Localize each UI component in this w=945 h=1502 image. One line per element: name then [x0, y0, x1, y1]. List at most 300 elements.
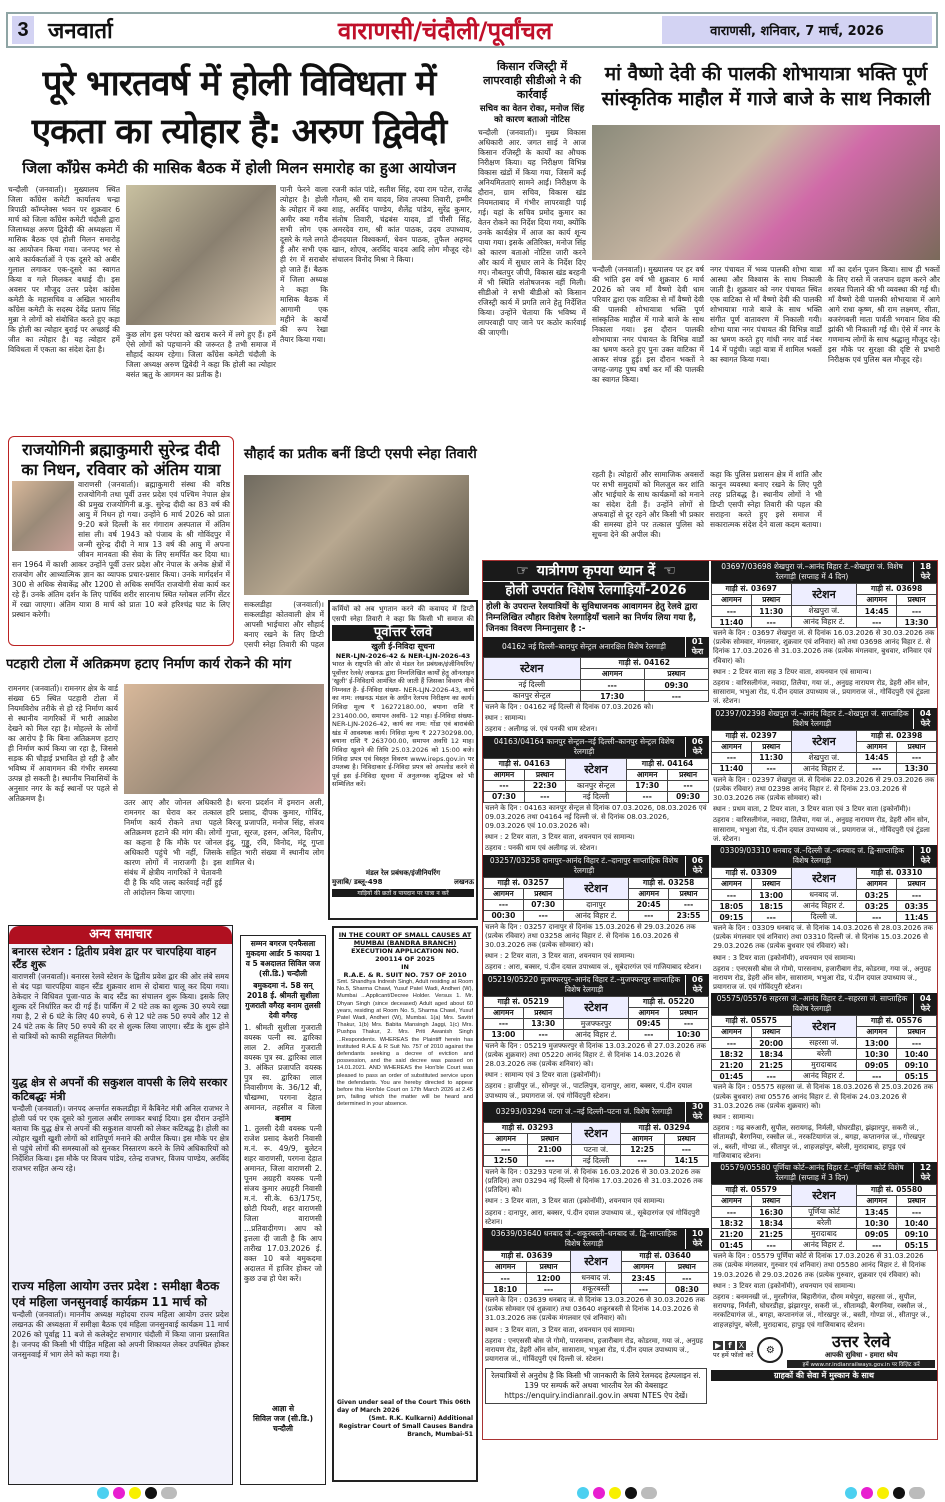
train-days: चलने के दिन : 05219 मुजफ्फरपुर से दिनांक 13.03.2026 से 27.03.2026 तक (प्रत्येक शुक्रवार) तथा 05220 आनंद विहार टं. से दिनांक 14.03.2026 से 28.03.2026 तक (प्रत्येक शनिवार) को। [485, 1041, 706, 1069]
other-news-body-1: वाराणसी (जनवार्ता)। बनारस रेलवे स्टेशन के द्वितीय प्रवेश द्वार की ओर लंबे समय से बंद पड़ा चारपहिया वाहन स्टैंड शुक्रवार शाम से दोबारा चालू कर दिया गया। ठेकेदार ने विधिवत पूजा-पाठ के बाद स्टैंड का संचालन शुरू किया। इसके लिए शुल्क दरें निर्धारित कर दी गई हैं। पार्किंग में 2 घंटे तक का शुल्क 30 रुपये रखा गया है, 2 से 6 घंटे के लिए 40 रुपये, 6 से 12 घंटे तक 50 रुपये और 12 से 24 घंटे तक के लिए 50 रुपये की दर से शुल्क लिया जाएगा। स्टैंड के शुरू होने से यात्रियों को काफी सहूलियत मिलेगी। [12, 972, 229, 1041]
up-arrival: --- [484, 899, 524, 910]
down-departure: 10:40 [897, 1049, 937, 1060]
station-header: स्टेशन [570, 1251, 622, 1273]
court-notice [332, 926, 478, 1482]
train-timetable [483, 1250, 709, 1295]
railway-emblem-icon: ⚙ [757, 1337, 783, 1363]
train-title-bar [711, 708, 937, 730]
tender-signature: मंडल रेल प्रबंधक/इंजीनियरिंग [365, 869, 441, 877]
train-timetable [483, 758, 709, 803]
train-class: स्थान : सामान्य। [713, 1113, 754, 1122]
down-arrival: --- [857, 763, 897, 774]
train-class: स्थान : 3 टियर वाता (इकोनॉमी), शयनयान एवं सामान्य। [713, 953, 856, 962]
timetable-row [712, 617, 937, 628]
up-departure: --- [751, 763, 791, 774]
train-trips: 10 फेरे [913, 846, 937, 866]
station-name: पूर्णिया कोर्ट [791, 1207, 857, 1218]
follow-us: पर हमें फॉलो करें [713, 1351, 754, 1360]
train-title-bar [711, 845, 937, 867]
up-departure: 21:25 [751, 1229, 791, 1240]
station-name: दिल्ली जं. [791, 912, 857, 923]
timetable-row [484, 910, 709, 921]
summons-banam: बनाम [275, 1114, 291, 1123]
sauhard-body-4: कर्मियों को अब भुगतान करने की कवायद में डिप्टी एसपी स्नेहा तिवारी ने कहा कि किसी भी समाज की [332, 605, 474, 623]
up-arrival: --- [712, 1207, 752, 1218]
up-arrival: --- [484, 1018, 524, 1029]
down-arrival: 12:25 [620, 1144, 664, 1155]
up-departure: --- [524, 791, 565, 802]
station-name: बरेली [791, 1218, 857, 1229]
up-departure: --- [751, 912, 791, 923]
train-no-label: गाड़ी सं. [870, 868, 894, 878]
up-arrival: --- [712, 752, 752, 763]
train-no-label: गाड़ी सं. [502, 1122, 525, 1132]
down-arrival: --- [620, 1155, 664, 1166]
down-arrival: --- [629, 1029, 669, 1040]
down-departure: --- [664, 1144, 708, 1155]
tender-notice [328, 600, 478, 920]
arrival-label: आगमन [484, 888, 524, 899]
tender-title: पूर्वोत्तर रेलवे [332, 625, 474, 641]
departure-label: प्रस्थान [897, 595, 937, 606]
down-train-no: 03258 [668, 877, 695, 887]
train-block [711, 993, 937, 1162]
train-no-label: गाड़ी सं. [501, 1251, 524, 1261]
down-arrival: 23:45 [622, 1273, 665, 1284]
youtube-icon[interactable]: ▶ [715, 1341, 722, 1351]
departure-label: प्रस्थान [523, 1007, 563, 1018]
arrival-label: आगमन [580, 669, 644, 680]
departure-label: प्रस्थान [751, 879, 791, 890]
up-departure: 11:30 [751, 752, 791, 763]
pointing-left-icon: ☜ [663, 563, 676, 579]
down-departure: 10:40 [897, 1218, 937, 1229]
train-days: चलने के दिन : 04163 कानपुर सेन्ट्रल से दिनांक 07.03.2026, 08.03.2026 एवं 09.03.2026 तथा 04164 नई दिल्ली जं. से दिनांक 08.03.2026, 09.03.2026 एवं 10.03.2026 को। [485, 803, 707, 831]
train-halts: ठहराव : पनकी धाम एवं अलीगढ़ जं. स्टेशन। [485, 844, 598, 853]
train-block [483, 736, 709, 855]
down-departure: 13:30 [897, 617, 937, 628]
up-departure: 12:00 [527, 1273, 570, 1284]
train-class: स्थान : 2 टियर वाता, 3 टियर वाता, शयनयान एवं सामान्य। [485, 952, 635, 961]
railway-appeal: रेलयात्रियों से अनुरोध है कि किसी भी जानकारी के लिये रेलमदद हेल्पलाइन सं. 139 पर सम्पर्क करें अथवा भारतीय रेल की वेबसाइट https://enquiry.indianrail.gov.in अथवा NTES ऐप देखें। [485, 1368, 707, 1404]
train-trips: 01 फेरा [685, 637, 709, 657]
kisan-headline[interactable]: किसान रजिस्ट्री में लापरवाही सीडीओ ने की कार्रवाई [483, 60, 581, 101]
up-train-no: 02397 [750, 730, 777, 740]
train-title-bar [711, 1162, 937, 1184]
up-departure: 11:30 [751, 606, 791, 617]
up-arrival: 00:30 [484, 910, 524, 921]
up-departure: 07:30 [523, 899, 563, 910]
down-departure: --- [897, 890, 937, 901]
arrival-label: आगमन [857, 595, 897, 606]
sauhard-body-3: सकलडीहा (जनवार्ता)। सकलडीहा कोतवाली क्षेत्र में आपसी भाईचारा और सौहार्द बनाए रखने के लिए डिप्टी एसपी स्नेहा तिवारी की पहल [244, 600, 324, 649]
up-departure: --- [644, 691, 708, 702]
arrival-label: आगमन [629, 1007, 669, 1018]
summons-body-2: 1. तुलसी देवी वयस्क पत्नी राजेश प्रसाद केशरी निवासी म.नं. रू. 49/9, बुलेटन शहर वाराणसी, परगना देहात अमानत, जिला वाराणसी 2. पूनम अग्रहरी वयस्क पत्नी संजय कुमार अग्रहरी निवासी म.नं. सी.के. 63/175ए, छोटी पियरी, शहर वाराणसी जिला वाराणसी ...प्रतिवादीगण। आप को इत्तला दी जाती है कि आप तारीख 17.03.2026 ई. वक्त 10 बजे बमुकदमा अदालत में हाजिर होकर जो कुछ उज्र हो पेश करें। [244, 1124, 322, 1283]
court-body: Smt. Shandhya Indresh Singh, Adult residing at Room No.5, Sharma Chawl, Yusuf Patel Wadi, Andheri (W), Mumbai ...Applicant/Decree Holder. Versus 1. Mr. Dhyan Singh (since deceased) Adult aged about 60 years, residing at Room No. 5, Sharma Chawl, Yusuf Patel Wadi, Andheri (W), Mumbai. 1(a) Mrs. Savitri Thakur, 1(b) Mrs. Babita Mansingh Jaggi, 1(c) Mrs. Pushpa Thakur, 2. Mrs. Priti Awanish Singh ...Respondents. WHEREAS the Plaintiff herein has instituted R.A.E & R Suit No. 757 of 2010 against the defendants seeking a decree of eviction and possession, and the said decree was passed on 14.01.2021. AND WHEREAS the Hon'ble Court was pleased to pass an order of substituted service upon the defendants. You are hereby directed to appear before this Hon'ble Court on 17th March 2026 at 2.45 pm, failing which the matter will be heard and determined in your absence. [337, 979, 473, 1108]
arrival-label: आगमन [857, 879, 897, 890]
timetable-row [484, 691, 709, 702]
railway-footer: ग्राहकों की सेवा में मुस्कान के साथ [711, 1370, 937, 1381]
up-arrival: 11:40 [712, 617, 752, 628]
train-halts: ठहराव : वारिसलीगंज, नवादा, तिलैया, गया जं., अनुग्रह नारायण रोड, डेहरी ऑन सोन, सासाराम, भभुआ रोड, पं.दीन दयाल उपाध्याय जं., प्रयागराज जं., गोविंदपुरी एवं टूंडला जं. स्टेशन। [713, 679, 930, 706]
up-train-no: 03309 [750, 868, 777, 878]
up-arrival: 18:32 [712, 1218, 752, 1229]
rajyogini-headline[interactable]: राजयोगिनी ब्रह्माकुमारी सुरेन्द्र दीदी का निधन, रविवार को अंतिम यात्रा [21, 440, 221, 479]
lead-body-2: कुछ लोग इस परंपरा को खराब करने में लगे हुए हैं। हमें ऐसे लोगों को पहचानने की जरूरत है तभी समाज में सौहार्द कायम रहेगा। जिला कॉंग्रेस कमेटी चंदौली के जिला अध्यक्ष अरुण द्विवेदी ने कहा कि होली का त्योहार बसंत ऋतु के आगमन का प्रतीक है। [126, 330, 276, 379]
down-arrival: 14:45 [857, 752, 897, 763]
train-days: चलने के दिन : 03639 धनबाद जं. से दिनांक 13.03.2026 से 30.03.2026 तक (प्रत्येक सोमवार एवं शुक्रवार) तथा 03640 शकूरबस्ती से दिनांक 14.03.2026 से 31.03.2026 तक (प्रत्येक मंगलवार एवं शनिवार) को। [485, 1296, 705, 1323]
train-block [711, 708, 937, 845]
right-train-list [711, 561, 937, 1331]
arrival-label: आगमन [857, 741, 897, 752]
train-no-label: गाड़ी सं. [497, 877, 521, 887]
down-arrival: --- [622, 1284, 665, 1295]
down-departure: --- [897, 1207, 937, 1218]
timetable-row [484, 780, 709, 791]
up-departure: 16:30 [751, 1207, 791, 1218]
down-departure: 11:45 [897, 912, 937, 923]
up-departure: --- [751, 1071, 791, 1082]
train-class: स्थान : सामान्य। [485, 714, 526, 723]
station-name: पटना जं. [572, 1144, 620, 1155]
up-arrival: --- [484, 1144, 528, 1155]
summons-footer: सिविल जज (सी.डि.) चन्दौली [252, 1414, 314, 1433]
station-name: बरेली [791, 1049, 857, 1060]
down-arrival: 13:45 [857, 1207, 897, 1218]
down-train-no: 02398 [896, 730, 923, 740]
train-title-bar [483, 974, 709, 996]
train-no-label: गाड़ी सं. [639, 1251, 663, 1261]
train-title-bar [711, 993, 937, 1015]
down-departure: 14:15 [664, 1155, 708, 1166]
train-trips: 06 फेरे [685, 737, 709, 757]
departure-label: प्रस्थान [751, 1196, 791, 1207]
arrival-label: आगमन [620, 1133, 664, 1144]
other-news-banner: अन्य समाचार [9, 926, 232, 944]
timetable-row [484, 1018, 709, 1029]
pathari-body-3: है। धरना प्रदर्शन में इमरान अली, हरि प्रसाद, दीपक कुमार, गोविंद, बिरजू प्रजापति, मनोज सिंह, संजय गुप्ता, सूरज, हसन, अनिल, दिलीप, इंदु, गुड्डू, रवि, विनोद, मंटू गुप्ता सहित भारी संख्या में स्थानीय लोग शामिल थे। [226, 798, 324, 867]
up-arrival: 18:32 [712, 1049, 752, 1060]
train-halts: ठहराव : बनमनखी जं., मुरलीगंज, बिहारीगंज, दौरम मधेपुरा, सहरसा जं., सुपौल, सरायगढ़, निर्मली, घोघरडीहा, झंझारपुर, सकरी जं., सीतामढ़ी, बैरगनिया, रक्सौल जं., नरकटियागंज जं., बगहा, कप्तानगंज जं., गोरखपुर जं., बस्ती, गोण्डा जं., सीतापुर जं., शाहजहांपुर, बरेली, मुरादाबाद, हापुड़ एवं गाजियाबाद स्टेशन। [713, 1292, 930, 1329]
train-timetable [483, 996, 709, 1041]
up-train-no: 04162 [643, 658, 670, 667]
station-header: स्टेशन [791, 584, 857, 606]
pathari-body-2: उतर आए और जोनल अधिकारी रामनगर का घेराव कर तत्काल निर्माण कार्य रोकने तथा पहले अतिक्रमण हटाने की मांग की। लोगों का कहना है कि मौके पर जोनल अधिकारी पहुंचे भी नहीं, जिसके कारण लोगों में नाराजगी है। इस संबंध में क्षेत्रीय नागरिकों ने चेतावनी दी है कि यदि जल्द कार्रवाई नहीं हुई तो आंदोलन किया जाएगा। [124, 798, 222, 897]
tender-tagline: गाड़ियों की छतों व पायदान पर यात्रा न करें [332, 889, 474, 897]
train-timetable [483, 877, 709, 922]
pathari-photo [124, 684, 324, 794]
region-title: वाराणसी/चंदौली/पूर्वांचल [337, 16, 553, 45]
down-arrival: --- [627, 791, 668, 802]
train-trips: 10 फेरे [685, 1229, 709, 1249]
train-no-label: गाड़ी सं. [725, 868, 749, 878]
arrival-label: आगमन [622, 1262, 665, 1273]
down-train-no: 05580 [896, 1185, 923, 1195]
color-registration-marks-3 [577, 1487, 657, 1499]
train-no-label: गाड़ी सं. [638, 1122, 662, 1132]
train-block [483, 637, 709, 736]
up-train-no: 05579 [750, 1185, 777, 1195]
lead-body-4: रजनी कांत पांडे, सतीश सिंह, दया राम पटेल, राजेंद्र गौतम, श्री राम यादव, शिव तपस्या तिवारी, हम्मीर शाह, अरविंद पाण्डेय, शैलेंद्र पांडेय, सुरेंद्र कुमार, संतोष तिवारी, चंद्रबंस यादव, डॉ पीसी सिंह, अमरदेव राम, श्री कांत पाठक, उदय उपाध्याय, दीनदयाल विश्वकर्मा, धेवन पाठक, तुफैल अहमद खान, शोएब, अरविंद यादव आदि लोग मौजूद रहे। संचालन विनोद मिश्रा ने किया। [332, 185, 472, 264]
court-signature: (Smt. R.K. Kulkarni) Additional Registrar Court of Small Causes Bandra Branch, Mumbai-51 [338, 1415, 473, 1438]
station-header: स्टेशन [791, 730, 857, 752]
station-name: धनबाद जं. [570, 1273, 622, 1284]
dateline: वाराणसी, शनिवार, 7 मार्च, 2026 [662, 16, 932, 44]
down-arrival: --- [629, 910, 669, 921]
summons-issued: आज्ञा से [271, 1404, 295, 1413]
timetable-row [712, 912, 937, 923]
train-title-bar [711, 561, 937, 583]
arrival-label: आगमन [484, 769, 525, 780]
station-header: स्टेशन [791, 1185, 857, 1207]
timetable-row [712, 1229, 937, 1240]
tender-body: भारत के राष्ट्रपति की ओर से मंडल रेल प्रबंधक/इंजीनियरिंग/पूर्वोत्तर रेलवे/ लखनऊ द्वारा निम्नलिखित कार्यों हेतु ऑनलाइन 'खुली' ई-निविदायें आमंत्रित की जाती हैं जिसका विवरण नीचे निम्नवत है- ई-निविदा संख्या- NER-LJN-2026-43, कार्य का नाम: लखनऊ मंडल के अधीन रेलपथ निरीक्षण का कार्य। निविदा मूल्य ₹ 16272180.00, बयाना राशि ₹ 231400.00, समापन अवधि- 12 माह। ई-निविदा संख्या- NER-LJN-2026-42, कार्य का नाम: गोंडा एवं बाराबंकी खंड में आवश्यक कार्य। निविदा मूल्य ₹ 22730298.00, बयाना राशि ₹ 263700.00, समापन अवधि 12 माह। निविदा खुलने की तिथि 25.03.2026 को 15:00 बजे। निविदा प्रपत्र एवं विस्तृत विवरण www.ireps.gov.in पर उपलब्ध है। निविदाकार ई-निविदा प्रपत्र को अपलोड करने से पूर्व इस ई-निविदा सूचना में अनुलग्नक शुद्धिपत्र को भी सम्मिलित करें। [332, 660, 474, 789]
down-arrival: 17:30 [627, 780, 668, 791]
lead-story [6, 60, 472, 178]
station-name: आनंद विहार टं. [563, 1029, 629, 1040]
up-arrival: 12:50 [484, 1155, 528, 1166]
down-departure: 09:30 [668, 791, 709, 802]
down-departure: 10:30 [669, 1029, 709, 1040]
down-arrival: 10:30 [857, 1218, 897, 1229]
up-departure: 22:30 [524, 780, 565, 791]
train-days: चलने के दिन : 05575 सहरसा जं. से दिनांक 18.03.2026 से 25.03.2026 तक (प्रत्येक बुधवार) तथा 05576 आनंद विहार टं. से दिनांक 24.03.2026 से 31.03.2026 तक (प्रत्येक शुक्रवार) को। [713, 1083, 934, 1110]
down-train-no: 03698 [896, 584, 923, 593]
train-title: 03257/03258 दानापुर–आनंद विहार टं.–दानापुर साप्ताहिक विशेष रेलगाड़ी [489, 855, 679, 875]
court-in: IN [401, 963, 409, 971]
departure-label: प्रस्थान [897, 741, 937, 752]
down-arrival: 13:00 [857, 1038, 897, 1049]
summons-body: 1. श्रीमती सुशीला गुजराती वयस्क पत्नी स्व. द्वारिका लाल 2. अमित गुजराती वयस्क पुत्र स्व. द्वारिका लाल 3. अंकित प्रजापति वयस्क पुत्र स्व. द्वारिका लाल निवासीगण के. 36/12 बी, चौखम्भा, परगना देहात अमानत, तहसील व जिला [244, 1023, 322, 1112]
timetable-row [484, 791, 709, 802]
train-no-label: गाड़ी सं. [870, 584, 894, 593]
up-arrival: 11:40 [712, 763, 752, 774]
vaishno-body-1: चन्दौली (जनवार्ता)। मुख्यालय पर हर वर्ष की भांति इस वर्ष भी शुक्रवार 6 मार्च 2026 को जय माँ वैष्णो देवी धाम परिवार द्वारा एक वाटिका से माँ वैष्णो देवी की पालकी शोभायात्रा भक्ति पूर्ण सांस्कृतिक माहौल में गाजे बाजे के साथ निकाला गया। इस दौरान पालकी शोभायात्रा नगर पंचायत के विभिन्न वार्डों का भ्रमण करते हुए पुनः उक्त वाटिका में आकर संपन्न हुई। इस दौरान भक्तों ने जगह-जगह पुष्प वर्षा कर माँ की पालकी का स्वागत किया। [592, 265, 704, 384]
station-name: मुरादाबाद [791, 1229, 857, 1240]
arrival-label: आगमन [629, 888, 669, 899]
arrival-label: आगमन [857, 1027, 897, 1038]
train-no-label: गाड़ी सं. [870, 1185, 894, 1195]
up-arrival: 21:20 [712, 1229, 752, 1240]
x-icon[interactable]: X [738, 1341, 745, 1351]
down-train-no: 03294 [663, 1122, 690, 1132]
rajyogini-body: वाराणसी (जनवार्ता)। ब्रह्माकुमारी संस्था की वरिष्ठ राजयोगिनी तथा पूर्वी उत्तर प्रदेश एवं पश्चिम नेपाल क्षेत्र की प्रमुख राजयोगिनी ब्र.कु. सुरेन्द्र दीदी का 83 वर्ष की आयु में निधन हो गया। उन्होंने 6 मार्च 2026 को प्रातः 9:20 बजे दिल्ली के सर गंगाराम अस्पताल में अंतिम सांस ली। वर्ष 1943 को पंजाब के श्री गोविंदपुर में जन्मी सुरेन्द्र दीदी ने मात्र 13 वर्ष की आयु में अपना जीवन मानवता की सेवा के लिए समर्पित कर दिया था। सन 1964 में काशी आकर उन्होंने पूर्वी उत्तर प्रदेश और नेपाल के अनेक क्षेत्रों में राजयोग और आध्यात्मिक ज्ञान का व्यापक प्रचार-प्रसार किया। उनके मार्गदर्शन में 300 से अधिक सेवाकेंद्र और 1200 से अधिक समर्पित राजयोगी सेवा कार्य कर रहे हैं। उनके अंतिम दर्शन के लिए पार्थिव शरीर सारनाथ स्थित ग्लोबल लर्निंग सेंटर में रखा जाएगा। अंतिम यात्रा 8 मार्च को प्रातः 10 बजे हरिश्चंद्र घाट के लिए प्रस्थान करेगी। [12, 480, 230, 619]
station-name: आनंद विहार टं. [791, 901, 857, 912]
train-class: स्थान : 3 टियर वाता, 3 टियर वाता (इकोनॉमी), शयनयान एवं सामान्य। [485, 1197, 665, 1206]
train-no-label: गाड़ी सं. [870, 1016, 894, 1026]
station-name: शकूरबस्ती [570, 1284, 622, 1295]
up-departure: 21:25 [751, 1060, 791, 1071]
down-departure: 05:15 [897, 1240, 937, 1251]
court-title: IN THE COURT OF SMALL CAUSES AT MUMBAI (BANDRA BRANCH) [338, 931, 472, 947]
train-title-bar [483, 736, 709, 758]
train-days: चलने के दिन : 03309 धनबाद जं. से दिनांक 14.03.2026 से 28.03.2026 तक (प्रत्येक मंगलवार एवं शनिवार) तथा 03310 दिल्ली जं. से दिनांक 15.03.2026 से 29.03.2026 तक (प्रत्येक बुधवार एवं रविवार) को। [713, 924, 933, 951]
sauhard-headline[interactable]: सौहार्द का प्रतीक बनीं डिप्टी एसपी स्नेहा तिवारी [244, 446, 477, 462]
vaishno-photo [592, 125, 940, 260]
up-train-no: 05575 [750, 1016, 777, 1026]
down-arrival: 20:45 [629, 899, 669, 910]
down-departure: --- [897, 1038, 937, 1049]
masthead [6, 12, 938, 48]
other-news [8, 925, 233, 1485]
train-trips: 04 फेरे [913, 709, 937, 729]
train-timetable [711, 1184, 937, 1251]
station-name: आनंद विहार टं. [791, 763, 857, 774]
lead-headline[interactable]: पूरे भारतवर्ष में होली विविधता में एकता का त्योहार है: अरुण द्विवेदी [31, 64, 447, 152]
lead-photo [126, 185, 276, 325]
train-timetable [711, 1015, 937, 1082]
train-no-label: गाड़ी सं. [725, 1016, 749, 1026]
up-train-no: 04163 [523, 758, 551, 768]
train-halts: ठहराव : एनएससी बोस जे गोमो, पारसनाथ, हजारीबाग रोड, कोडरमा, गया जं., अनुग्रह नारायण रोड, डेहरी ऑन सोन, सासाराम, भभुआ रोड, पं.दीन दयाल उपाध्याय जं., प्रयागराज जं., गोविंदपुरी एवं दिल्ली जं. स्टेशन। [485, 1336, 703, 1364]
departure-label: प्रस्थान [897, 1196, 937, 1207]
train-timetable [711, 730, 937, 775]
timetable-row [712, 1071, 937, 1082]
timetable-row [712, 1218, 937, 1229]
up-arrival: 01:45 [712, 1071, 752, 1082]
down-train-no: 03310 [896, 868, 923, 878]
down-departure: 23:55 [669, 910, 709, 921]
train-block [483, 1228, 709, 1365]
station-name: मुरादाबाद [791, 1060, 857, 1071]
down-arrival: --- [857, 912, 897, 923]
station-header: स्टेशन [565, 758, 626, 780]
other-news-headline-3[interactable]: राज्य महिला आयोग उत्तर प्रदेश : समीक्षा बैठक एवं महिला जनसुनवाई कार्यक्रम 11 मार्च को [12, 1279, 220, 1309]
departure-label: प्रस्थान [665, 1262, 708, 1273]
train-class: स्थान : 2 टियर वाता सह 3 टियर वाता, शयनयान एवं सामान्य। [713, 667, 872, 676]
train-title: 05575/05576 सहरसा जं.–आनंद विहार टं.–सहरसा जं. साप्ताहिक विशेष रेलगाड़ी [716, 994, 908, 1014]
departure-label: प्रस्थान [527, 1262, 570, 1273]
down-departure: 03:35 [897, 901, 937, 912]
up-departure: --- [523, 1029, 563, 1040]
train-trips: 12 फेरे [913, 1163, 937, 1183]
station-name: नई दिल्ली [572, 1155, 620, 1166]
up-departure: 18:34 [751, 1049, 791, 1060]
other-news-headline-1[interactable]: बनारस स्टेशन : द्वितीय प्रवेश द्वार पर चारपहिया वाहन स्टैंड शुरू [12, 946, 217, 971]
down-arrival: 09:05 [857, 1229, 897, 1240]
lead-body-1: चन्दौली (जनवार्ता)। मुख्यालय स्थित जिला कॉंग्रेस कमेटी कार्यालय चन्द्रा त्रिपाठी कॉम्प्लेक्स भवन पर शुक्रवार 6 मार्च को जिला कॉंग्रेस कमेटी चंदौली द्वारा जिलाध्यक्ष अरुण द्विवेदी की अध्यक्षता में मासिक बैठक एवं होली मिलन समारोह का आयोजन किया गया। जनपद भर से आये कार्यकर्ताओं ने एक दूसरे को अबीर गुलाल लगाकर एक-दूसरे का स्वागत किया व गले मिलकर बधाई दी। इस अवसर पर मौजूद उत्तर प्रदेश कांग्रेस कमेटी के महासचिव व अखिल भारतीय कॉंग्रेस कमेटी के सदस्य देवेंद्र प्रताप सिंह मुन्ना ने लोगों को संबोधित करते हुए कहा कि होली का त्योहार बुराई पर अच्छाई की जीत का त्योहार है। यह त्योहार हमें विविधता में एकता का संदेश देता है। [8, 185, 120, 354]
train-no-label: गाड़ी सं. [497, 996, 521, 1006]
down-train-no: 03640 [664, 1251, 691, 1261]
train-no-label: गाड़ी सं. [498, 758, 522, 768]
train-no-label: गाड़ी सं. [642, 996, 666, 1006]
train-title-bar [483, 637, 709, 657]
facebook-icon[interactable]: f [725, 1341, 734, 1350]
up-arrival: 07:30 [484, 791, 525, 802]
train-days: चलने के दिन : 02397 शेखपुरा जं. से दिनांक 22.03.2026 से 29.03.2026 तक (प्रत्येक रविवार) तथा 02398 आनंद विहार टं. से दिनांक 23.03.2026 से 30.03.2026 तक (प्रत्येक सोमवार) को। [713, 775, 935, 803]
timetable-row [484, 899, 709, 910]
arrival-label: आगमन [627, 769, 668, 780]
down-departure: --- [897, 606, 937, 617]
station-name: धनबाद जं. [791, 890, 857, 901]
down-train-no: 05220 [668, 996, 695, 1006]
train-halts: ठहराव : एनएससी बोस जे गोमो, पारसनाथ, हजारीबाग रोड, कोडरमा, गया जं., अनुग्रह नारायण रोड, डेहरी ऑन सोन, सासाराम, भभुआ रोड, पं.दीन दयाल उपाध्याय जं., प्रयागराज जं. एवं गोविंदपुरी स्टेशन। [713, 964, 931, 992]
pathari-headline[interactable]: पटहारी टोला में अतिक्रमण हटाए निर्माण कार्य रोकने की मांग [6, 657, 292, 672]
up-arrival: 17:30 [580, 691, 644, 702]
departure-label: प्रस्थान [751, 1027, 791, 1038]
train-timetable [711, 867, 937, 923]
sauhard-story [244, 440, 476, 468]
arrival-label: आगमन [712, 1027, 752, 1038]
up-departure: 09:30 [644, 680, 708, 691]
down-train-no: 04164 [667, 758, 694, 768]
train-timetable [483, 657, 709, 702]
up-arrival: 01:45 [712, 1240, 752, 1251]
other-news-headline-2[interactable]: युद्ध क्षेत्र से अपनों की सकुशल वापसी के लिये सरकार कटिबद्धः मंत्री [12, 1076, 228, 1103]
vaishno-headline[interactable]: मां वैष्णो देवी की पालकी शोभायात्रा भक्ति पूर्ण सांस्कृतिक माहौल में गाजे बाजे के साथ निकाली [601, 63, 931, 110]
arrival-label: आगमन [712, 741, 752, 752]
train-halts: ठहराव : वारिसलीगंज, नवादा, तिलैया, गया जं., अनुग्रह नारायण रोड, डेहरी ऑन सोन, सासाराम, भभुआ रोड, पं.दीन दयाल उपाध्याय जं., प्रयागराज जं., गोविंदपुरी एवं टूंडला जं. स्टेशन। [713, 816, 930, 843]
departure-label: प्रस्थान [669, 1007, 709, 1018]
timetable-row [484, 1144, 709, 1155]
timetable-row [712, 1038, 937, 1049]
station-name: नई दिल्ली [565, 791, 626, 802]
down-arrival: --- [857, 1071, 897, 1082]
up-departure: --- [751, 617, 791, 628]
station-name: कानपुर सेन्ट्रल [565, 780, 626, 791]
train-days: चलने के दिन : 04162 नई दिल्ली से दिनांक 07.03.2026 को। [485, 703, 654, 711]
up-departure: 13:00 [751, 890, 791, 901]
timetable-row [712, 1207, 937, 1218]
train-halts: ठहराव : हाजीपुर जं., सोनपुर जं., पाटलिपुत्र, दानापुर, आरा, बक्सर, पं.दीन दयाल उपाध्याय जं., प्रयागराज जं. एवं गोविंदपुरी स्टेशन। [485, 1082, 692, 1100]
timetable-row [484, 1029, 709, 1040]
down-arrival: 09:45 [629, 1018, 669, 1029]
up-arrival: --- [484, 1273, 527, 1284]
departure-label: प्रस्थान [664, 1133, 708, 1144]
train-title: 03293/03294 पटना जं.–नई दिल्ली–पटना जं. विशेष रेलगाड़ी [495, 1106, 673, 1116]
departure-label: प्रस्थान [897, 1027, 937, 1038]
up-arrival: --- [712, 1038, 752, 1049]
train-no-label: गाड़ी सं. [870, 730, 894, 740]
summons-notice [240, 935, 326, 1485]
timetable-row [712, 1240, 937, 1251]
station-name: दानापुर [563, 899, 629, 910]
timetable-row [484, 1284, 709, 1295]
tender-city: लखनऊ [454, 878, 474, 886]
up-train-no: 03697 [750, 584, 777, 593]
down-arrival: --- [857, 617, 897, 628]
up-arrival: --- [712, 606, 752, 617]
departure-label: प्रस्थान [751, 595, 791, 606]
train-title: 03309/03310 धनबाद जं.–दिल्ली जं.–धनबाद जं. द्वि-साप्ताहिक विशेष रेलगाड़ी [720, 846, 904, 866]
arrival-label: आगमन [484, 1262, 527, 1273]
train-block [483, 1102, 709, 1228]
train-title-bar [483, 1228, 709, 1250]
down-arrival: 10:30 [857, 1049, 897, 1060]
brand-website[interactable]: हमें www.nr.indianrailways.gov.in पर विज़िट करें [787, 1360, 935, 1368]
station-header: स्टेशन [484, 658, 581, 680]
train-block [711, 1162, 937, 1331]
train-block [483, 974, 709, 1102]
train-trips: 04 फेरे [913, 994, 937, 1014]
station-name: शेखपुरा जं. [791, 606, 857, 617]
station-header: स्टेशन [791, 868, 857, 890]
up-departure: 20:00 [751, 1038, 791, 1049]
train-trips: 18 फेरे [913, 562, 937, 582]
down-departure: --- [669, 1018, 709, 1029]
departure-label: प्रस्थान [668, 769, 709, 780]
pathari-story [6, 652, 324, 678]
arrival-label: आगमन [712, 879, 752, 890]
train-days: चलने के दिन : 03293 पटना जं. से दिनांक 16.03.2026 से 30.03.2026 तक (प्रतिदिन) तथा 03294 नई दिल्ली से दिनांक 17.03.2026 से 31.03.2026 तक (प्रतिदिन) को। [485, 1167, 703, 1195]
up-train-no: 05219 [522, 996, 549, 1006]
train-class: स्थान : 3 टियर वाता (इकोनॉमी), शयनयान एवं सामान्य। [713, 1281, 856, 1290]
station-name: आनंद विहार टं. [791, 1071, 857, 1082]
brand-name: उत्तर रेलवे [832, 1331, 891, 1351]
up-departure: --- [523, 910, 563, 921]
railway-ad-left [483, 561, 709, 1439]
